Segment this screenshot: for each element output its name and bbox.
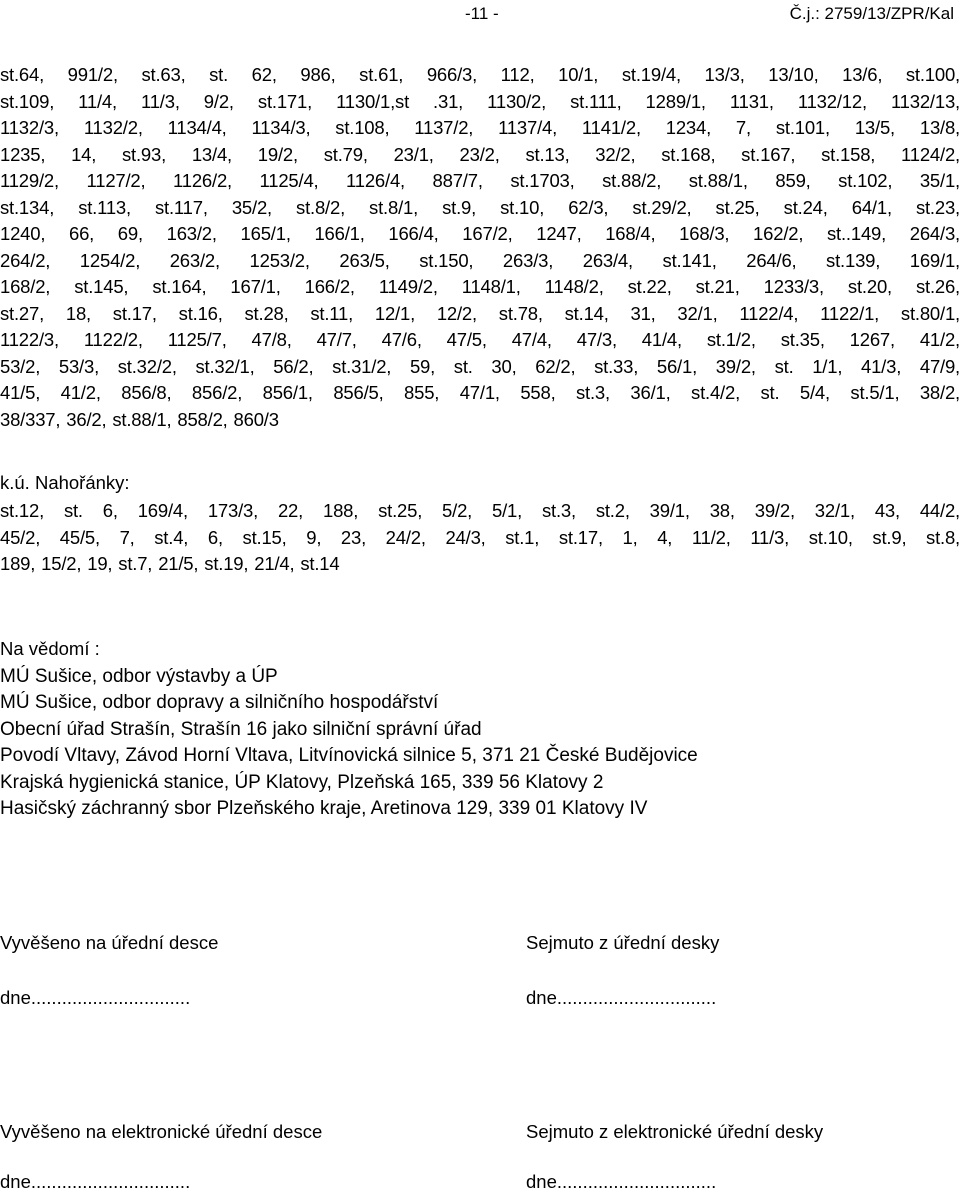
removed-board-date: dne...............................: [526, 987, 717, 1008]
page-header: [0, 4, 960, 28]
parcel-line: st.109, 11/4, 11/3, 9/2, st.171, 1130/1,st .31, 1130/2, st.111, 1289/1, 1131, 1132/12, 1132/13,: [0, 90, 960, 112]
posted-electronic-date: dne...............................: [0, 1171, 191, 1192]
parcel-line: st.12, st. 6, 169/4, 173/3, 22, 188, st.25, 5/2, 5/1, st.3, st.2, 39/1, 38, 39/2, 32/1, 43, 44/2,: [0, 500, 960, 521]
removed-board-label: Sejmuto z úřední desky: [526, 932, 720, 953]
parcel-line: 45/2, 45/5, 7, st.4, 6, st.15, 9, 23, 24/2, 24/3, st.1, st.17, 1, 4, 11/2, 11/3, st.10, st.9, st.8,: [0, 526, 960, 548]
recipient-item: Hasičský záchranný sbor Plzeňského kraje, Aretinova 129, 339 01 Klatovy IV: [0, 798, 648, 820]
recipient-item: MÚ Sušice, odbor výstavby a ÚP: [0, 666, 278, 687]
page-number: -11 -: [465, 4, 499, 23]
parcel-line: 53/2, 53/3, st.32/2, st.32/1, 56/2, st.31/2, 59, st. 30, 62/2, st.33, 56/1, 39/2, st. 1/1, 41/3, 47/9,: [0, 355, 960, 377]
parcel-line: st.27, 18, st.17, st.16, st.28, st.11, 12/1, 12/2, st.78, st.14, 31, 32/1, 1122/4, 1122/1, st.80/1,: [0, 302, 960, 324]
parcel-list-nahoranky: [0, 498, 960, 578]
notice-label: Na vědomí :: [0, 638, 100, 659]
removed-electronic-label: Sejmuto z elektronické úřední desky: [526, 1121, 824, 1142]
removed-electronic-date: dne...............................: [526, 1171, 717, 1192]
posted-electronic-label: Vyvěšeno na elektronické úřední desce: [0, 1121, 323, 1142]
parcel-line: 1240, 66, 69, 163/2, 165/1, 166/1, 166/4, 167/2, 1247, 168/4, 168/3, 162/2, st..149, 264/3,: [0, 223, 960, 244]
parcel-line: 168/2, st.145, st.164, 167/1, 166/2, 1149/2, 1148/1, 1148/2, st.22, st.21, 1233/3, st.20, st.26,: [0, 276, 960, 297]
parcel-list: [0, 62, 960, 433]
parcel-line: 1132/3, 1132/2, 1134/4, 1134/3, st.108, 1137/2, 1137/4, 1141/2, 1234, 7, st.101, 13/5, 13/8,: [0, 117, 960, 138]
recipient-item: Krajská hygienická stanice, ÚP Klatovy, Plzeňská 165, 339 56 Klatovy 2: [0, 771, 604, 793]
cadastre-label: k.ú. Nahořánky:: [0, 472, 130, 493]
parcel-line: 264/2, 1254/2, 263/2, 1253/2, 263/5, st.150, 263/3, 263/4, st.141, 264/6, st.139, 169/1,: [0, 249, 960, 271]
parcel-line: 189, 15/2, 19, st.7, 21/5, st.19, 21/4, st.14: [0, 553, 340, 574]
posted-board-label: Vyvěšeno na úřední desce: [0, 932, 219, 953]
parcel-line: 1129/2, 1127/2, 1126/2, 1125/4, 1126/4, 887/7, st.1703, st.88/2, st.88/1, 859, st.102, 35/1,: [0, 170, 960, 191]
posted-board-date: dne...............................: [0, 987, 191, 1008]
parcel-line: st.134, st.113, st.117, 35/2, st.8/2, st.8/1, st.9, st.10, 62/3, st.29/2, st.25, st.24, 64/1, st.23,: [0, 196, 960, 218]
parcel-line: 38/337, 36/2, st.88/1, 858/2, 860/3: [0, 408, 279, 430]
parcel-line: st.64, 991/2, st.63, st. 62, 986, st.61, 966/3, 112, 10/1, st.19/4, 13/3, 13/10, 13/6, st.100,: [0, 64, 960, 85]
recipient-item: Povodí Vltavy, Závod Horní Vltava, Litvínovická silnice 5, 371 21 České Budějovice: [0, 745, 698, 767]
recipient-item: MÚ Sušice, odbor dopravy a silničního hospodářství: [0, 692, 439, 714]
parcel-line: 41/5, 41/2, 856/8, 856/2, 856/1, 856/5, 855, 47/1, 558, st.3, 36/1, st.4/2, st. 5/4, st.5/1, 38/2,: [0, 382, 960, 403]
recipient-list: [0, 664, 698, 822]
reference-number: Č.j.: 2759/13/ZPR/Kal: [789, 4, 954, 23]
recipient-item: Obecní úřad Strašín, Strašín 16 jako silniční správní úřad: [0, 718, 482, 740]
parcel-line: 1122/3, 1122/2, 1125/7, 47/8, 47/7, 47/6, 47/5, 47/4, 47/3, 41/4, st.1/2, st.35, 1267, 41/2,: [0, 329, 960, 350]
parcel-line: 1235, 14, st.93, 13/4, 19/2, st.79, 23/1, 23/2, st.13, 32/2, st.168, st.167, st.158, 1124/2,: [0, 143, 960, 165]
